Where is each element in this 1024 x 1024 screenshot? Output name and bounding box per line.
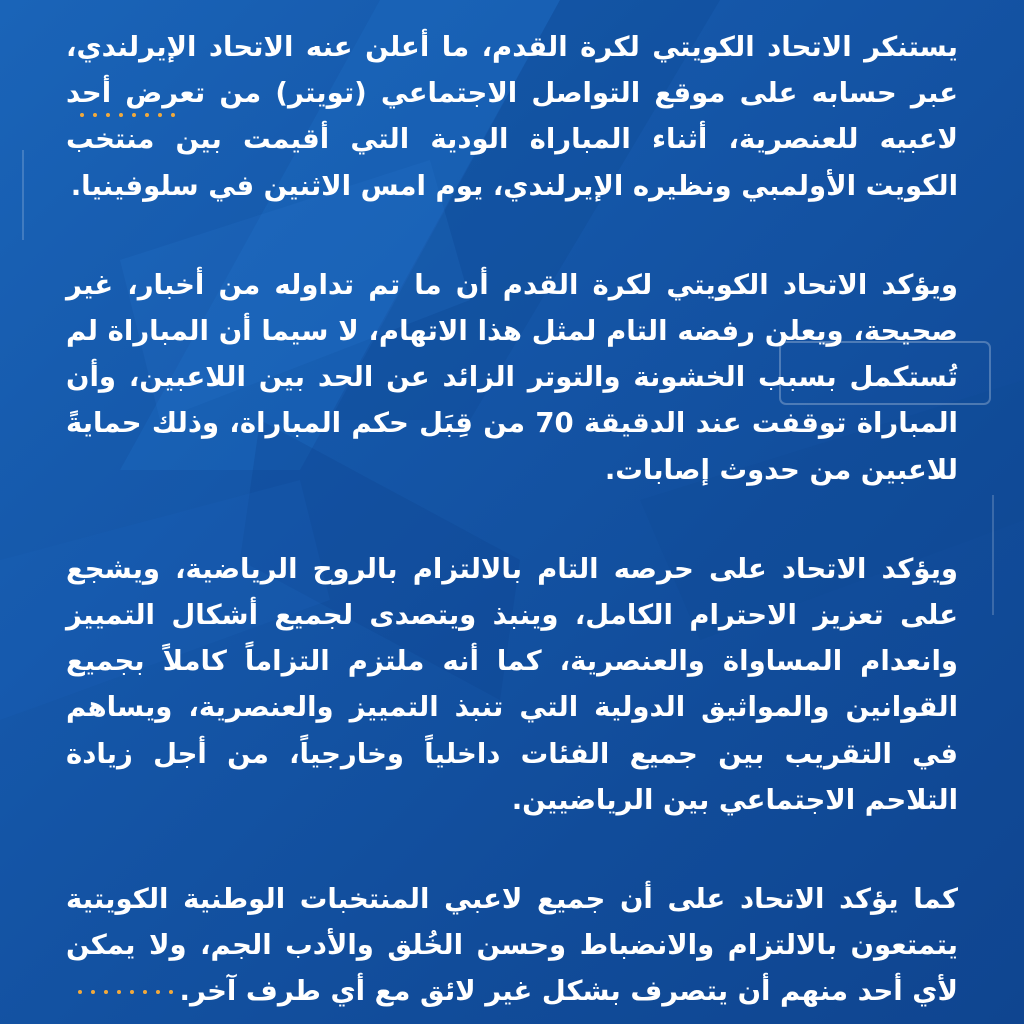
- paragraph-4: كما يؤكد الاتحاد على أن جميع لاعبي المنتخبات الوطنية الكويتية يتمتعون بالالتزام والانضباط وحسن الخُلق والأدب الجم، ولا يمكن لأي أحد منهم أن يتصرف بشكل غير لائق مع أي طرف آخر.: [66, 883, 958, 1008]
- divider-line-right: [992, 495, 994, 615]
- divider-line-left: [22, 150, 24, 240]
- statement-text: [66, 24, 958, 1015]
- decorative-dots-bottom: [78, 990, 173, 994]
- paragraph-1: يستنكر الاتحاد الكويتي لكرة القدم، ما أعلن عنه الاتحاد الإيرلندي، عبر حسابه على موقع التواصل الاجتماعي (تويتر) من تعرض أحد لاعبيه للعنصرية، أثناء المباراة الودية التي أقيمت بين منتخب الكويت الأولمبي ونظيره الإيرلندي، يوم امس الاثنين في سلوفينيا.: [66, 31, 958, 202]
- paragraph-2: ويؤكد الاتحاد الكويتي لكرة القدم أن ما تم تداوله من أخبار، غير صحيحة، ويعلن رفضه التام لمثل هذا الاتهام، لا سيما أن المباراة لم تُستكمل بسبب الخشونة والتوتر الزائد عن الحد بين اللاعبين، وأن المباراة توقفت عند الدقيقة 70 من قِبَل حكم المباراة، وذلك حمايةً للاعبين من حدوث إصابات.: [66, 268, 958, 486]
- paragraph-3: ويؤكد الاتحاد على حرصه التام بالالتزام بالروح الرياضية، ويشجع على تعزيز الاحترام الكامل، وينبذ ويتصدى لجميع أشكال التمييز وانعدام المساواة والعنصرية، كما أنه ملتزم التزاماً كاملاً بجميع القوانين والمواثيق الدولية التي تنبذ التمييز والعنصرية، ويساهم في التقريب بين جميع الفئات داخلياً وخارجياً، من أجل زيادة التلاحم الاجتماعي بين الرياضيين.: [66, 552, 958, 816]
